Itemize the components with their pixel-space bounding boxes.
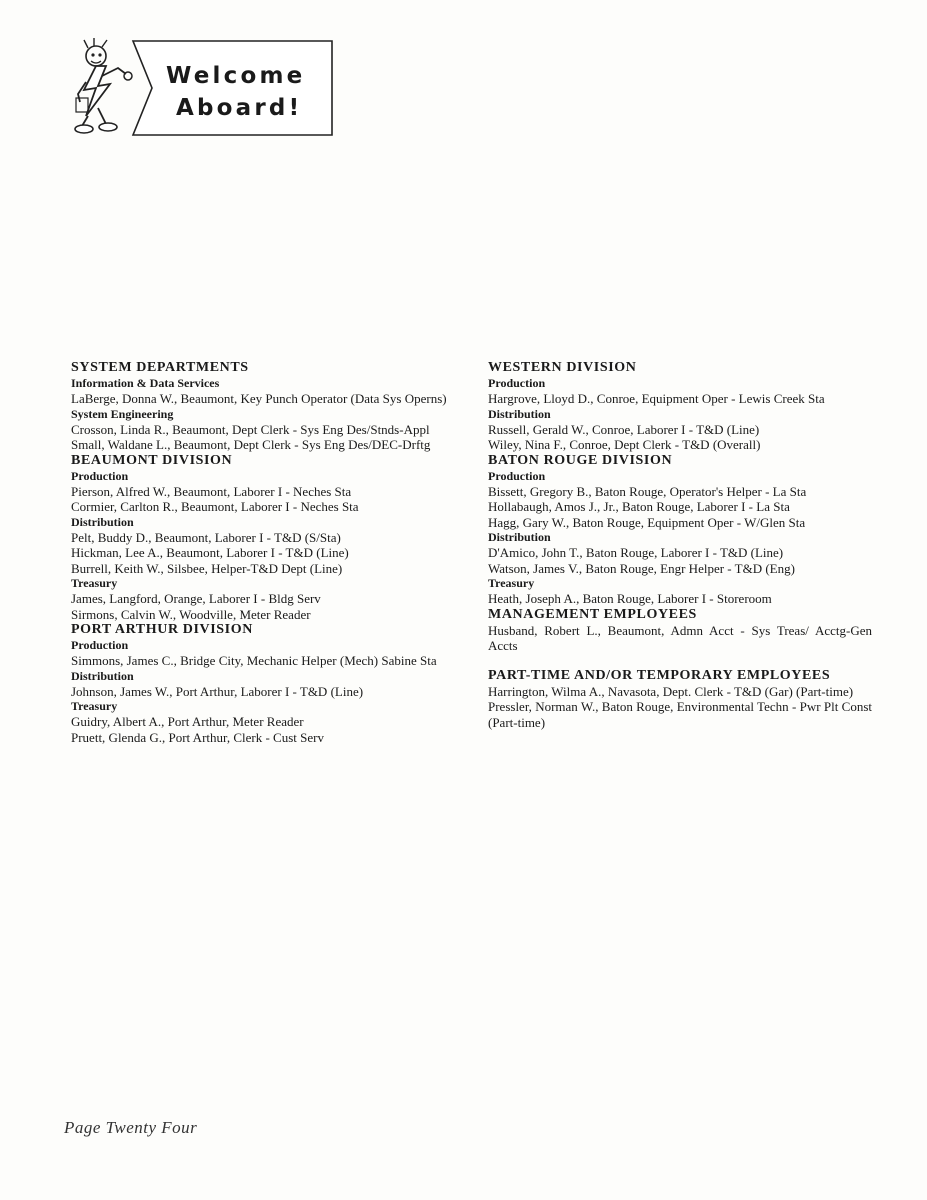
subheading-production: Production [488, 468, 546, 483]
employee-entry: Hollabaugh, Amos J., Jr., Baton Rouge, Laborer I - La Sta [488, 499, 790, 514]
employee-entry: D'Amico, John T., Baton Rouge, Laborer I - T&D (Line) [488, 545, 784, 560]
banner-line-2: Aboard! [176, 95, 303, 121]
subheading-distribution: Distribution [488, 530, 551, 544]
employee-entry: LaBerge, Donna W., Beaumont, Key Punch Operator (Data Sys Operns) [71, 391, 447, 406]
employee-entry: Hickman, Lee A., Beaumont, Laborer I - T&D (Line) [71, 545, 349, 560]
section-heading-beaumont: BEAUMONT DIVISION [71, 452, 233, 468]
banner-line-1: Welcome [166, 63, 306, 89]
employee-entry: Cormier, Carlton R., Beaumont, Laborer I - Neches Sta [71, 499, 359, 514]
subheading-production: Production [71, 468, 129, 483]
subheading-treasury: Treasury [488, 576, 535, 590]
subheading-treasury: Treasury [71, 576, 118, 590]
right-column [488, 360, 872, 730]
page-number-footer: Page Twenty Four [64, 1118, 198, 1137]
employee-entry: Pierson, Alfred W., Beaumont, Laborer I - Neches Sta [71, 483, 352, 499]
employee-entry: Husband, Robert L., Beaumont, Admn Acct - Sys Treas/ Acctg-Gen Accts [488, 622, 872, 653]
employee-entry: Watson, James V., Baton Rouge, Engr Helper - T&D (Eng) [488, 560, 795, 576]
subheading-info-data-services: Information & Data Services [71, 376, 220, 390]
employee-entry: Pressler, Norman W., Baton Rouge, Environmental Techn - Pwr Plt Const (Part-time) [488, 699, 872, 730]
banner-title [166, 60, 305, 124]
employee-entry: Heath, Joseph A., Baton Rouge, Laborer I - Storeroom [488, 591, 772, 606]
section-heading-system-departments: SYSTEM DEPARTMENTS [71, 360, 249, 375]
employee-entry: Hargrove, Lloyd D., Conroe, Equipment Oper - Lewis Creek Sta [488, 391, 825, 406]
section-heading-part-time: PART-TIME AND/OR TEMPORARY EMPLOYEES [488, 667, 831, 683]
section-heading-management: MANAGEMENT EMPLOYEES [488, 606, 697, 622]
subheading-distribution: Distribution [71, 514, 134, 529]
subheading-production: Production [71, 638, 129, 652]
employee-entry: Hagg, Gary W., Baton Rouge, Equipment Oper - W/Glen Sta [488, 514, 806, 530]
employee-entry: Guidry, Albert A., Port Arthur, Meter Reader [71, 714, 304, 729]
employee-entry: Bissett, Gregory B., Baton Rouge, Operator's Helper - La Sta [488, 483, 807, 499]
section-spacer [488, 654, 872, 668]
employee-entry: Johnson, James W., Port Arthur, Laborer I - T&D (Line) [71, 683, 364, 699]
subheading-treasury: Treasury [71, 699, 118, 713]
employee-entry: James, Langford, Orange, Laborer I - Bldg Serv [71, 591, 321, 606]
employee-entry: Sirmons, Calvin W., Woodville, Meter Reader [71, 606, 311, 622]
employee-entry: Wiley, Nina F., Conroe, Dept Clerk - T&D (Overall) [488, 437, 761, 452]
employee-entry: Harrington, Wilma A., Navasota, Dept. Clerk - T&D (Gar) (Part-time) [488, 683, 854, 699]
section-heading-baton-rouge: BATON ROUGE DIVISION [488, 452, 673, 468]
subheading-system-engineering: System Engineering [71, 406, 174, 421]
section-heading-port-arthur: PORT ARTHUR DIVISION [71, 622, 253, 637]
subheading-distribution: Distribution [71, 668, 134, 683]
employee-entry: Simmons, James C., Bridge City, Mechanic Helper (Mech) Sabine Sta [71, 653, 437, 668]
left-column [71, 360, 455, 745]
employee-entry: Pelt, Buddy D., Beaumont, Laborer I - T&D (S/Sta) [71, 529, 341, 545]
welcome-aboard-header [74, 38, 336, 142]
employee-entry: Small, Waldane L., Beaumont, Dept Clerk - Sys Eng Des/DEC-Drftg [71, 437, 431, 452]
subheading-production: Production [488, 376, 546, 390]
subheading-distribution: Distribution [488, 406, 551, 421]
employee-entry: Crosson, Linda R., Beaumont, Dept Clerk - Sys Eng Des/Stnds-Appl [71, 421, 430, 437]
employee-entry: Burrell, Keith W., Silsbee, Helper-T&D Dept (Line) [71, 560, 343, 576]
employee-entry: Russell, Gerald W., Conroe, Laborer I - T&D (Line) [488, 421, 760, 437]
employee-entry: Pruett, Glenda G., Port Arthur, Clerk - Cust Serv [71, 729, 324, 745]
section-heading-western: WESTERN DIVISION [488, 360, 637, 375]
